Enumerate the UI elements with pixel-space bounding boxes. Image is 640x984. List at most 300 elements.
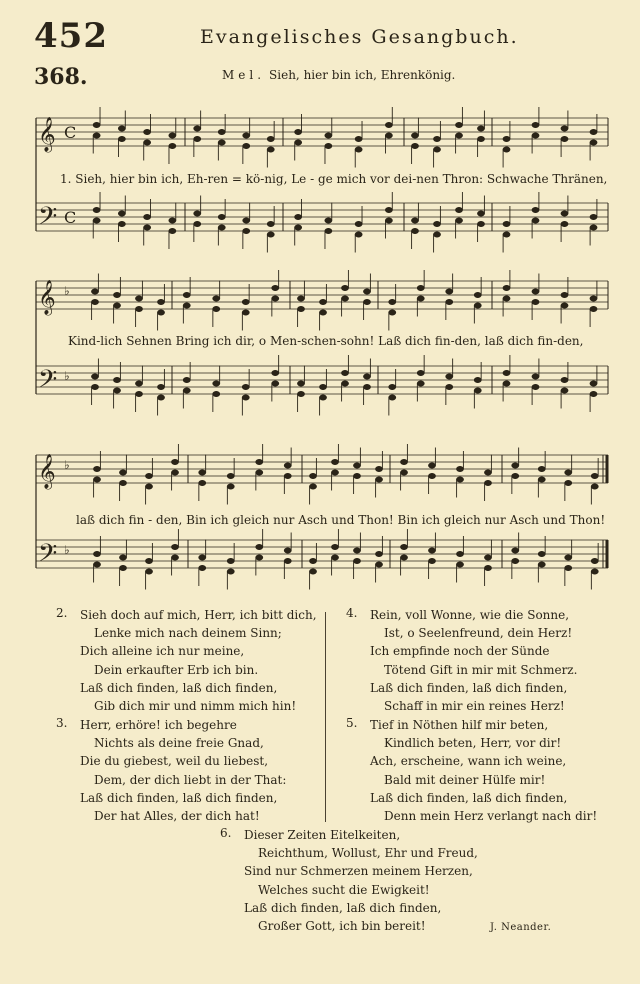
underlay-line-2: Kind-lich Sehnen Bring ich dir, o Men-schen-sohn! Laß dich fin-den, laß dich fin-den, (68, 334, 584, 348)
note-head (297, 381, 304, 386)
stanza-line: Der hat Alles, der dich hat! (94, 808, 260, 823)
note-head (503, 136, 510, 141)
note-head (171, 459, 178, 464)
note-head (532, 218, 539, 223)
melody-prefix: Mel. (222, 68, 266, 82)
note-head (456, 466, 463, 471)
note-head (355, 232, 362, 237)
note-head (319, 310, 326, 315)
note-head (325, 133, 332, 138)
stanza-line: Dein erkaufter Erb ich bin. (94, 662, 259, 677)
note-head (256, 544, 263, 549)
bass-clef: 𝄢 (38, 539, 58, 574)
note-head (119, 480, 126, 485)
note-head (113, 388, 120, 393)
note-head (213, 381, 220, 386)
note-head (199, 470, 206, 475)
note-head (433, 147, 440, 152)
note-head (183, 388, 190, 393)
stanza-line: Dem, der dich liebt in der That: (94, 772, 287, 787)
note-head (157, 310, 164, 315)
note-head (503, 147, 510, 152)
note-head (213, 306, 220, 311)
note-head (503, 285, 510, 290)
stanza-number: 5. (346, 716, 358, 730)
note-head (272, 381, 279, 386)
note-head (385, 207, 392, 212)
note-head (512, 548, 519, 553)
note-head (590, 391, 597, 396)
note-head (199, 565, 206, 570)
treble-clef: 𝄞 (38, 280, 56, 315)
note-head (503, 370, 510, 375)
note-head (417, 370, 424, 375)
note-head (93, 551, 100, 556)
stanza-line: Herr, erhöre! ich begehre (80, 718, 237, 732)
note-head (118, 126, 125, 131)
note-head (169, 228, 176, 233)
note-head (267, 147, 274, 152)
note-head (532, 133, 539, 138)
note-head (325, 143, 332, 148)
note-head (417, 285, 424, 290)
note-head (341, 285, 348, 290)
stanza-line: Laß dich finden, laß dich finden, (244, 900, 442, 915)
note-head (227, 473, 234, 478)
stanza-line: Großer Gott, ich bin bereit! (258, 918, 426, 933)
note-head (194, 211, 201, 216)
note-head (297, 296, 304, 301)
note-head (169, 133, 176, 138)
note-head (532, 299, 539, 304)
note-head (428, 473, 435, 478)
note-head (456, 551, 463, 556)
note-head (93, 466, 100, 471)
note-head (199, 555, 206, 560)
note-head (532, 289, 539, 294)
note-head (565, 555, 572, 560)
stanza-6 (220, 826, 478, 935)
note-head (363, 289, 370, 294)
note-head (433, 136, 440, 141)
note-head (590, 140, 597, 145)
note-head (118, 211, 125, 216)
note-head (113, 377, 120, 382)
note-head (590, 214, 597, 219)
note-head (561, 303, 568, 308)
note-head (484, 555, 491, 560)
stanza-5 (346, 716, 598, 825)
note-head (319, 395, 326, 400)
note-head (532, 384, 539, 389)
note-head (455, 122, 462, 127)
note-head (183, 292, 190, 297)
note-head (144, 129, 151, 134)
note-head (145, 484, 152, 489)
note-head (590, 381, 597, 386)
note-head (242, 310, 249, 315)
note-head (375, 477, 382, 482)
note-head (242, 384, 249, 389)
page-number: 452 (34, 16, 108, 56)
note-head (446, 289, 453, 294)
stanza-line: Denn mein Herz verlangt nach dir! (384, 808, 598, 823)
note-head (355, 136, 362, 141)
note-head (446, 374, 453, 379)
note-head (145, 569, 152, 574)
time-signature: C (64, 123, 77, 142)
note-head (113, 303, 120, 308)
note-head (295, 225, 302, 230)
note-head (93, 207, 100, 212)
time-signature: C (64, 208, 77, 227)
note-head (565, 480, 572, 485)
stanza-line: Tief in Nöthen hilf mir beten, (370, 718, 549, 732)
note-head (477, 136, 484, 141)
stanza-line: Laß dich finden, laß dich finden, (370, 680, 568, 695)
note-head (591, 558, 598, 563)
note-head (456, 477, 463, 482)
note-head (561, 211, 568, 216)
note-head (455, 207, 462, 212)
note-head (319, 299, 326, 304)
melody-title: Sieh, hier bin ich, Ehrenkönig. (269, 68, 456, 82)
note-head (538, 562, 545, 567)
stanza-line: Kindlich beten, Herr, vor dir! (384, 736, 562, 751)
note-head (385, 218, 392, 223)
note-head (331, 470, 338, 475)
note-head (353, 463, 360, 468)
note-head (194, 136, 201, 141)
note-head (353, 548, 360, 553)
note-head (341, 296, 348, 301)
note-head (417, 296, 424, 301)
note-head (242, 299, 249, 304)
stanza-number: 2. (56, 606, 68, 620)
note-head (183, 303, 190, 308)
stanza-line: Sieh doch auf mich, Herr, ich bitt dich, (80, 608, 317, 622)
note-head (267, 232, 274, 237)
note-head (135, 296, 142, 301)
stanza-number: 4. (346, 606, 358, 620)
note-head (389, 310, 396, 315)
note-head (375, 562, 382, 567)
note-head (194, 221, 201, 226)
note-head (433, 221, 440, 226)
note-head (538, 477, 545, 482)
note-head (267, 136, 274, 141)
note-head (561, 136, 568, 141)
note-head (243, 133, 250, 138)
note-head (309, 473, 316, 478)
author-credit: J. Neander. (490, 922, 552, 933)
note-head (284, 558, 291, 563)
note-head (512, 473, 519, 478)
note-head (389, 384, 396, 389)
stanza-line: Lenke mich nach deinem Sinn; (94, 626, 282, 641)
note-head (565, 470, 572, 475)
note-head (135, 381, 142, 386)
note-head (355, 147, 362, 152)
note-head (93, 133, 100, 138)
underlay-line-3: laß dich fin - den, Bin ich gleich nur Asch und Thon! Bin ich gleich nur Asch und Thon! (76, 513, 606, 527)
stanza-line: Ist, o Seelenfreund, dein Herz! (384, 626, 573, 641)
note-head (319, 384, 326, 389)
note-head (561, 221, 568, 226)
note-head (171, 555, 178, 560)
note-head (218, 214, 225, 219)
note-head (213, 296, 220, 301)
note-head (171, 470, 178, 475)
note-head (284, 548, 291, 553)
note-head (538, 466, 545, 471)
underlay-line-1: 1. Sieh, hier bin ich, Eh-ren = kö-nig, Le - ge mich vor dei-nen Thron: Schwache Thränen, (60, 172, 608, 186)
note-head (135, 391, 142, 396)
note-head (243, 143, 250, 148)
note-head (417, 381, 424, 386)
note-head (389, 299, 396, 304)
note-head (363, 299, 370, 304)
note-head (532, 207, 539, 212)
note-head (144, 140, 151, 145)
note-head (227, 558, 234, 563)
note-head (267, 221, 274, 226)
note-head (532, 374, 539, 379)
stanza-line: Laß dich finden, laß dich finden, (80, 680, 278, 695)
note-head (218, 225, 225, 230)
note-head (538, 551, 545, 556)
note-head (331, 544, 338, 549)
note-head (474, 388, 481, 393)
note-head (227, 569, 234, 574)
note-head (331, 459, 338, 464)
key-signature: ♭ (64, 543, 70, 557)
note-head (591, 569, 598, 574)
note-head (446, 384, 453, 389)
note-head (91, 289, 98, 294)
note-head (389, 395, 396, 400)
note-head (512, 463, 519, 468)
note-head (243, 218, 250, 223)
note-head (375, 551, 382, 556)
note-head (171, 544, 178, 549)
note-head (144, 214, 151, 219)
note-head (375, 466, 382, 471)
note-head (284, 473, 291, 478)
stanza-line: Tötend Gift in mir mit Schmerz. (384, 662, 578, 677)
note-head (456, 562, 463, 567)
column-divider (325, 612, 326, 822)
note-head (93, 218, 100, 223)
note-head (532, 122, 539, 127)
key-signature: ♭ (64, 458, 70, 472)
note-head (484, 480, 491, 485)
note-head (411, 133, 418, 138)
note-head (355, 221, 362, 226)
note-head (93, 122, 100, 127)
note-head (194, 126, 201, 131)
note-head (157, 299, 164, 304)
stanza-line: Laß dich finden, laß dich finden, (370, 790, 568, 805)
note-head (363, 384, 370, 389)
note-head (385, 133, 392, 138)
note-head (309, 558, 316, 563)
bass-clef: 𝄢 (38, 202, 58, 237)
stanza-line: Reichthum, Wollust, Ehr und Freud, (258, 846, 478, 861)
note-head (503, 296, 510, 301)
stanza-number: 6. (220, 826, 232, 840)
note-head (400, 555, 407, 560)
note-head (93, 477, 100, 482)
stanza-line: Welches sucht die Ewigkeit! (258, 882, 430, 897)
stanza-line: Bald mit deiner Hülfe mir! (384, 772, 546, 787)
note-head (297, 306, 304, 311)
note-head (295, 140, 302, 145)
stanza-line: Gib dich mir und nimm mich hin! (94, 698, 297, 713)
note-head (118, 136, 125, 141)
note-head (183, 377, 190, 382)
note-head (256, 555, 263, 560)
note-head (91, 374, 98, 379)
note-head (297, 391, 304, 396)
note-head (400, 470, 407, 475)
bass-clef: 𝄢 (38, 365, 58, 400)
note-head (428, 548, 435, 553)
note-head (353, 558, 360, 563)
note-head (325, 228, 332, 233)
note-head (512, 558, 519, 563)
note-head (474, 377, 481, 382)
note-head (295, 214, 302, 219)
note-head (169, 143, 176, 148)
note-head (256, 470, 263, 475)
note-head (590, 296, 597, 301)
note-head (91, 384, 98, 389)
note-head (242, 395, 249, 400)
note-head (309, 484, 316, 489)
stanza-line: Dich alleine ich nur meine, (80, 644, 245, 659)
note-head (591, 473, 598, 478)
note-head (400, 459, 407, 464)
note-head (503, 232, 510, 237)
note-head (474, 303, 481, 308)
note-head (218, 140, 225, 145)
note-head (561, 126, 568, 131)
note-head (199, 480, 206, 485)
note-head (341, 381, 348, 386)
stanza-3 (56, 716, 287, 825)
stanza-line: Rein, voll Wonne, wie die Sonne, (370, 608, 570, 622)
running-title: Evangelisches Gesangbuch. (200, 26, 519, 48)
note-head (590, 306, 597, 311)
stanza-line: Laß dich finden, laß dich finden, (80, 790, 278, 805)
note-head (590, 129, 597, 134)
note-head (284, 463, 291, 468)
treble-clef: 𝄞 (38, 117, 56, 152)
note-head (144, 225, 151, 230)
note-head (341, 370, 348, 375)
note-head (227, 484, 234, 489)
note-head (295, 129, 302, 134)
key-signature: ♭ (64, 369, 70, 383)
note-head (353, 473, 360, 478)
note-head (118, 221, 125, 226)
note-head (119, 555, 126, 560)
note-head (590, 225, 597, 230)
note-head (309, 569, 316, 574)
note-head (561, 292, 568, 297)
note-head (325, 218, 332, 223)
note-head (135, 306, 142, 311)
note-head (218, 129, 225, 134)
note-head (455, 133, 462, 138)
note-head (428, 558, 435, 563)
stanza-line: Ach, erscheine, wann ich weine, (370, 754, 567, 769)
note-head (428, 463, 435, 468)
stanza-line: Sind nur Schmerzen meinem Herzen, (244, 864, 473, 879)
note-head (272, 370, 279, 375)
note-head (411, 228, 418, 233)
note-head (113, 292, 120, 297)
note-head (213, 391, 220, 396)
note-head (385, 122, 392, 127)
note-head (119, 565, 126, 570)
hymn-number: 368. (34, 64, 88, 90)
note-head (455, 218, 462, 223)
note-head (331, 555, 338, 560)
stanza-line: Dieser Zeiten Eitelkeiten, (244, 828, 401, 842)
note-head (561, 377, 568, 382)
note-head (484, 565, 491, 570)
key-signature: ♭ (64, 284, 70, 298)
note-head (565, 565, 572, 570)
note-head (411, 143, 418, 148)
note-head (400, 544, 407, 549)
note-head (243, 228, 250, 233)
note-head (272, 285, 279, 290)
note-head (363, 374, 370, 379)
note-head (477, 211, 484, 216)
stanza-number: 3. (56, 716, 68, 730)
note-head (93, 562, 100, 567)
stanza-4 (346, 606, 578, 715)
note-head (157, 395, 164, 400)
note-head (446, 299, 453, 304)
stanza-line: Nichts als deine freie Gnad, (94, 736, 264, 751)
stanza-2 (56, 606, 317, 715)
note-head (411, 218, 418, 223)
note-head (503, 381, 510, 386)
note-head (591, 484, 598, 489)
note-head (561, 388, 568, 393)
stanza-line: Schaff in mir ein reines Herz! (384, 698, 565, 713)
note-head (169, 218, 176, 223)
note-head (433, 232, 440, 237)
note-head (474, 292, 481, 297)
note-head (157, 384, 164, 389)
note-head (145, 558, 152, 563)
stanza-line: Die du giebest, weil du liebest, (80, 754, 269, 769)
note-head (477, 221, 484, 226)
note-head (503, 221, 510, 226)
note-head (484, 470, 491, 475)
note-head (256, 459, 263, 464)
note-head (272, 296, 279, 301)
stanza-line: Ich empfinde noch der Sünde (370, 644, 550, 659)
treble-clef: 𝄞 (38, 454, 56, 489)
note-head (119, 470, 126, 475)
note-head (477, 126, 484, 131)
